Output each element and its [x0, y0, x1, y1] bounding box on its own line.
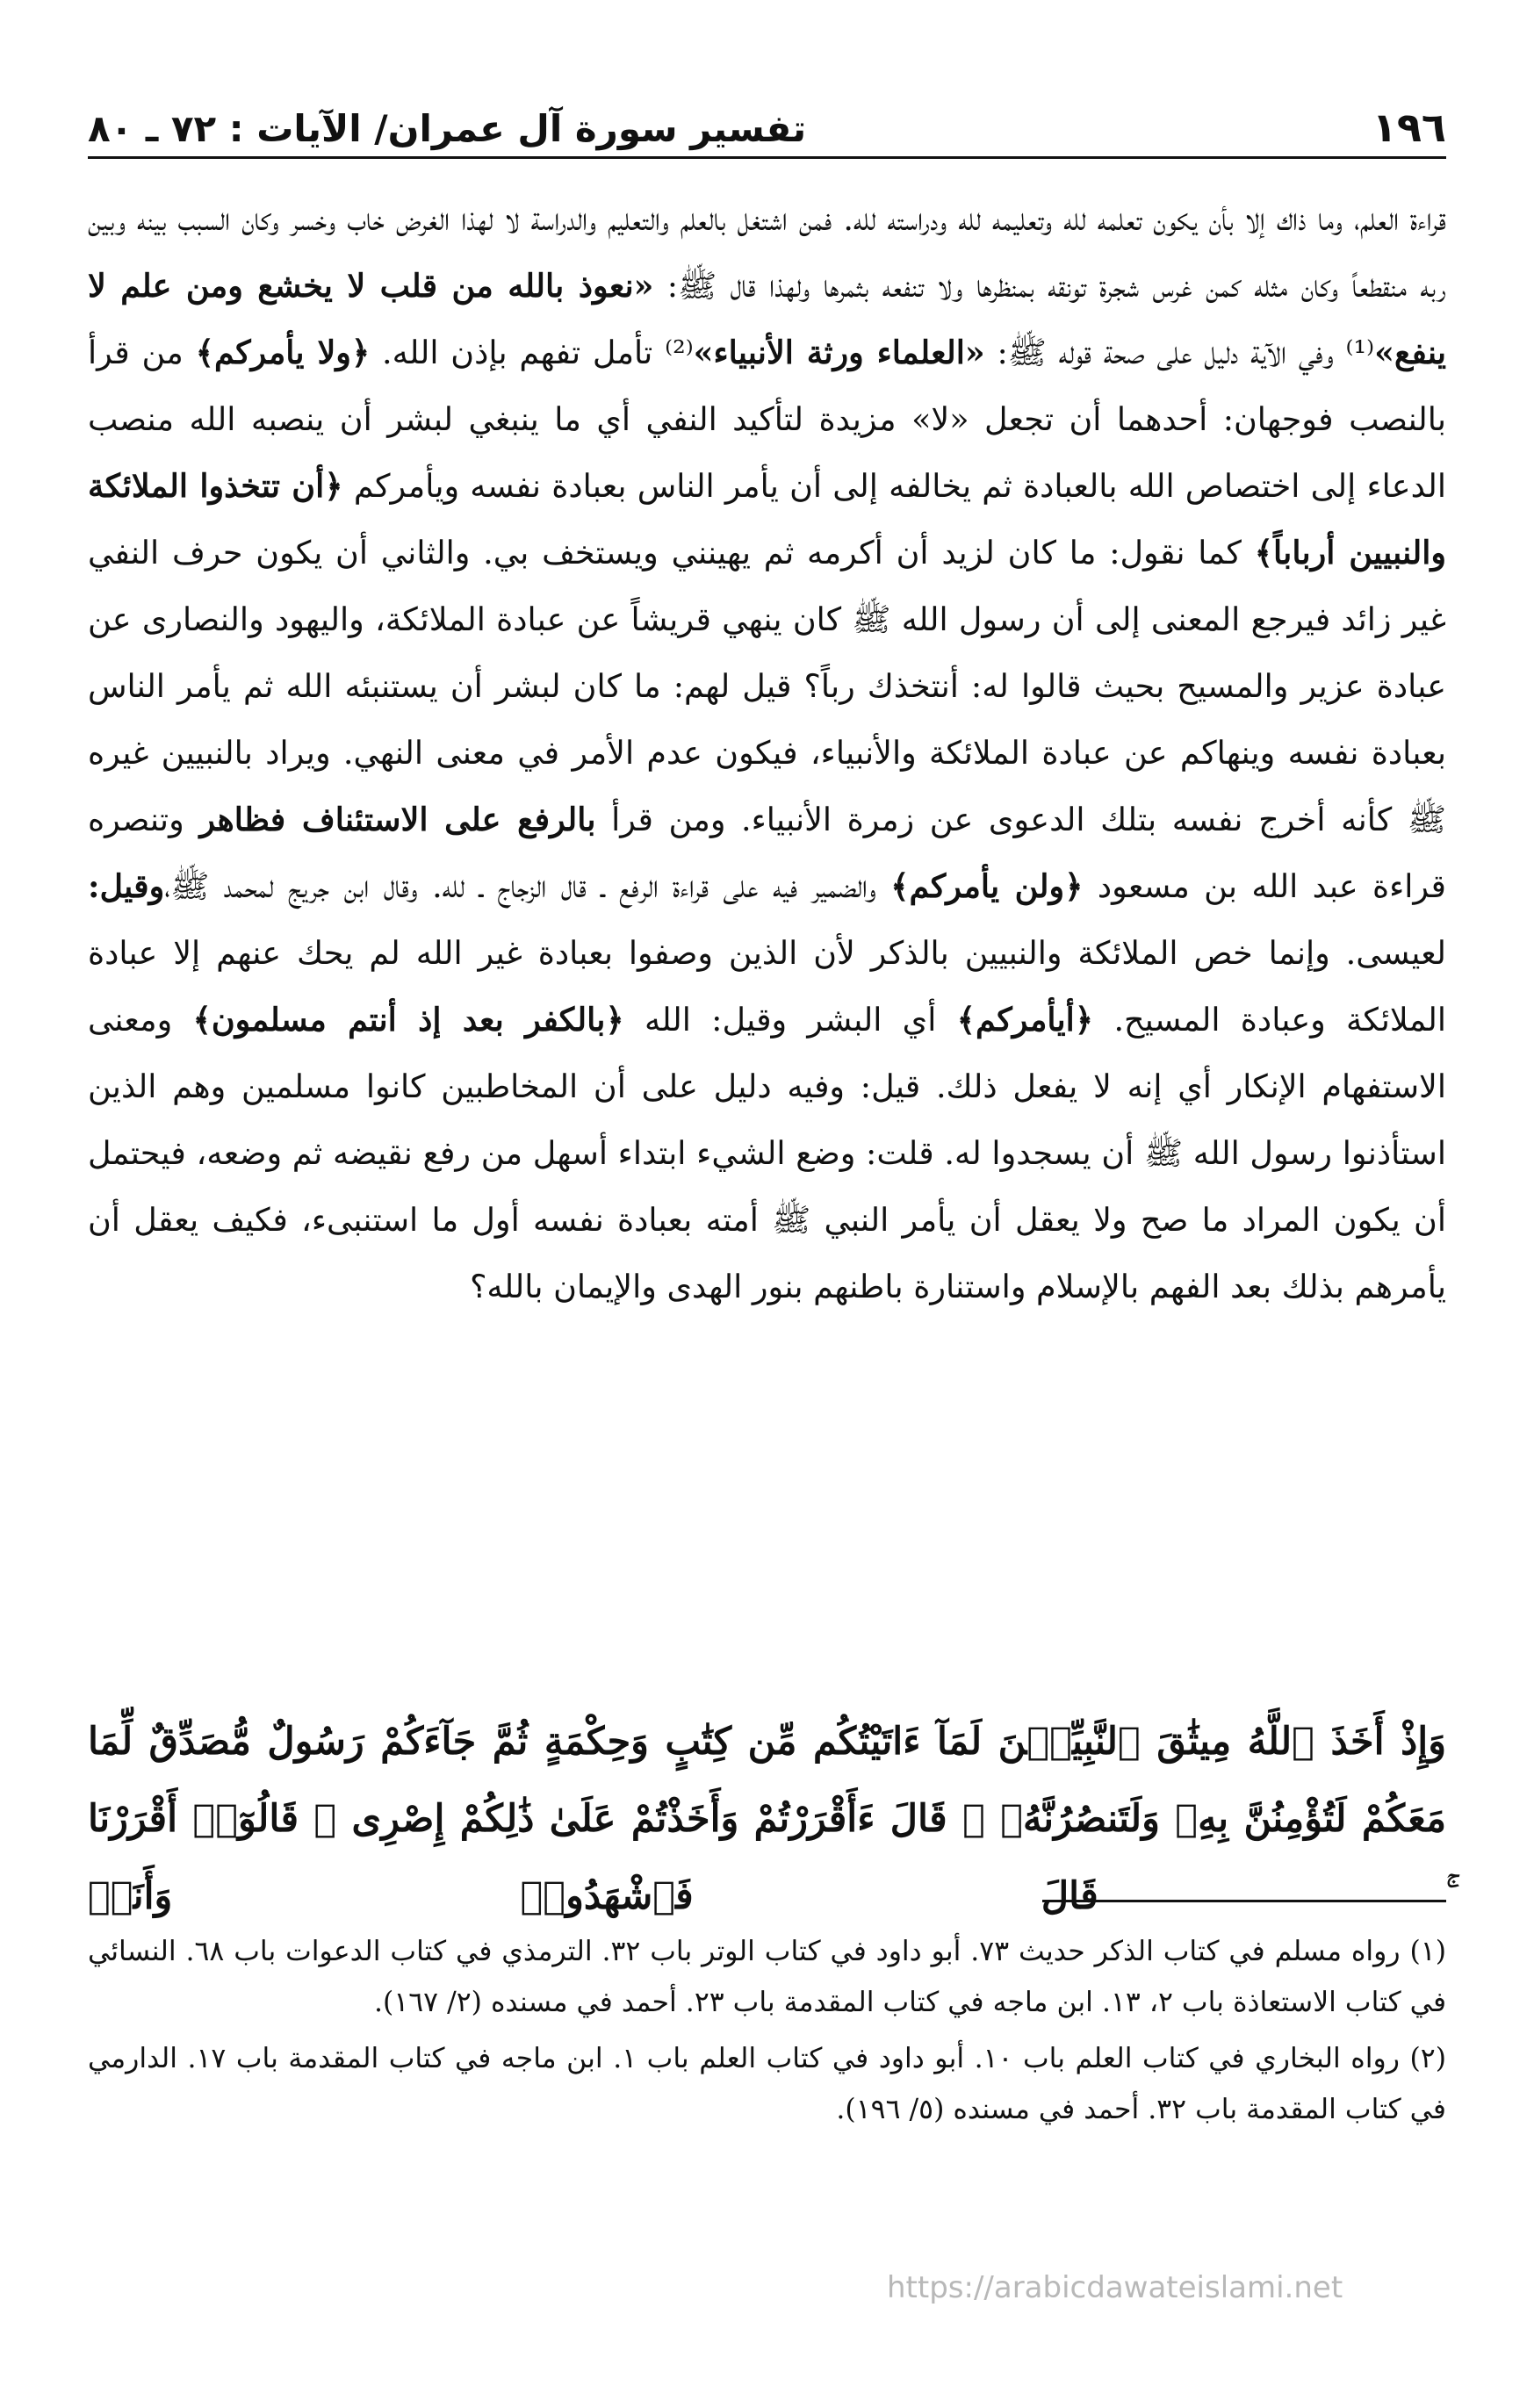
text-run: وفي الآية دليل على صحة قوله ﷺ: [984, 334, 1346, 371]
hadith-quote: «العلماء ورثة الأنبياء» [693, 334, 985, 371]
page-header [88, 86, 1446, 151]
verse-quote: ﴿أن تتخذوا الملائكة والنبيين أرباباً﴾ [88, 467, 1446, 571]
text-run: ومعنى الاستفهام الإنكار أي إنه لا يفعل ذلك. قيل: وفيه دليل على أن المخاطبين كانوا مسلمين وهم الذين استأذنوا رسول الله ﷺ أن يسجدوا له. قلت: وضع الشيء ابتداء أسهل من رفع نقيضه ثم وضعه، فيحتمل أن يكون المراد ما صح ولا يعقل أن يأمر النبي ﷺ أمته بعبادة نفسه أول ما استنبىء، فكيف يعقل أن يأمرهم بذلك بعد الفهم بالإسلام واستنارة باطنهم بنور الهدى والإيمان بالله؟ [88, 1001, 1446, 1305]
footnote-item: (٢) رواه البخاري في كتاب العلم باب ١٠. أبو داود في كتاب العلم باب ١. ابن ماجه في كتاب المقدمة باب ١٧. الدارمي في كتاب المقدمة باب ٣٢. أحمد في مسنده (٥/ ١٩٦). [88, 2043, 1446, 2125]
bold-phrase: بالرفع على الاستئناف فظاهر [199, 801, 596, 838]
text-run: تأمل تفهم بإذن الله. [370, 334, 666, 371]
text-run: وتنصره قراءة عبد الله بن مسعود [88, 801, 1446, 905]
text-run: من قرأ بالنصب فوجهان: أحدهما أن تجعل «لا» مزيدة لتأكيد النفي أي ما ينبغي لبشر أن ينصبه الله منصب الدعاء إلى اختصاص الله بالعبادة ثم يخالفه إلى أن يأمر الناس بعبادة نفسه ويأمركم [88, 334, 1446, 505]
verse-quote: ﴿بالكفر بعد إذ أنتم مسلمون﴾ [192, 1001, 624, 1039]
running-title: تفسير سورة آل عمران/ الآيات : ٧٢ ـ ٨٠ [88, 107, 807, 150]
page-number: ١٩٦ [1372, 104, 1446, 151]
text-run: أي البشر وقيل: الله [623, 1001, 957, 1039]
verse-quote: ﴿ولن يأمركم﴾ [890, 867, 1084, 905]
verse-quote: ﴿أيأمركم﴾ [956, 1001, 1094, 1039]
header-divider [88, 156, 1446, 159]
verse-quote: ﴿ولا يأمركم﴾ [195, 334, 371, 371]
text-run: لعيسى. وإنما خص الملائكة والنبيين بالذكر لأن الذين وصفوا بعبادة غير الله لم يحك عنهم إلا عبادة الملائكة وعبادة المسيح. [88, 934, 1447, 1039]
main-commentary-text [88, 186, 1446, 1320]
hadith-quote: «نعوذ بالله من قلب لا يخشع ومن علم لا ينفع» [88, 267, 1447, 371]
quran-verse-block: وَإِذْ أَخَذَ ٱللَّهُ مِيثَٰقَ ٱلنَّبِيِّـۧنَ لَمَآ ءَاتَيْتُكُم مِّن كِتَٰبٍ وَحِكْمَةٍ ثُمَّ جَآءَكُمْ رَسُولٌ مُّصَدِّقٌ لِّمَا مَعَكُمْ لَتُؤْمِنُنَّ بِهِۦ وَلَتَنصُرُنَّهُۥ ۚ قَالَ ءَأَقْرَرْتُمْ وَأَخَذْتُمْ عَلَىٰ ذَٰلِكُمْ إِصْرِى ۖ قَالُوٓا۟ أَقْرَرْنَا ۚ قَالَ فَٱشْهَدُوا۟ وَأَنَا۠ [88, 1720, 1446, 1918]
footnote-ref[interactable]: ⁽¹⁾ [1345, 334, 1375, 371]
bold-phrase: وقيل: [88, 867, 165, 905]
footnote-item: (١) رواه مسلم في كتاب الذكر حديث ٧٣. أبو داود في كتاب الوتر باب ٣٢. الترمذي في كتاب الدعوات باب ٦٨. النسائي في كتاب الاستعاذة باب ٢، ١٣. ابن ماجه في كتاب المقدمة باب ٢٣. أحمد في مسنده (٢/ ١٦٧). [88, 1936, 1446, 2018]
text-run: قراءة العلم، وما ذاك إلا بأن يكون تعلمه لله وتعليمه لله ودراسته لله. فمن اشتغل بالعلم والتعليم والدراسة لا لهذا الغرض خاب وخسر وكان السبب بينه وبين ربه منقطعاً وكان مثله كمن غرس شجرة تونقه بمنظرها ولا تنفعه بثمرها ولهذا قال ﷺ: [88, 200, 1446, 305]
footnote-divider [1042, 1900, 1446, 1902]
text-run: كما نقول: ما كان لزيد أن أكرمه ثم يهينني ويستخف بي. والثاني أن يكون حرف النفي غير زائد فيرجع المعنى إلى أن رسول الله ﷺ كان ينهي قريشاً عن عبادة الملائكة، واليهود والنصارى عن عبادة عزير والمسيح بحيث قالوا له: أنتخذك رباً؟ قيل لهم: ما كان لبشر أن يستنبئه الله ثم يأمر الناس بعبادة نفسه وينهاكم عن عبادة الملائكة والأنبياء، فيكون عدم الأمر في معنى النهي. ويراد بالنبيين غيره ﷺ كأنه أخرج نفسه بتلك الدعوى عن زمرة الأنبياء. ومن قرأ [88, 534, 1446, 838]
footnotes-section [88, 1926, 1446, 2140]
commentary-paragraph [88, 186, 1446, 1320]
footnote-ref[interactable]: ⁽²⁾ [665, 334, 694, 371]
watermark-url: https://arabicdawateislami.net [887, 2270, 1343, 2305]
text-run: والضمير فيه على قراءة الرفع ـ قال الزجاج ـ لله. وقال ابن جريج لمحمد ﷺ، [164, 867, 891, 905]
